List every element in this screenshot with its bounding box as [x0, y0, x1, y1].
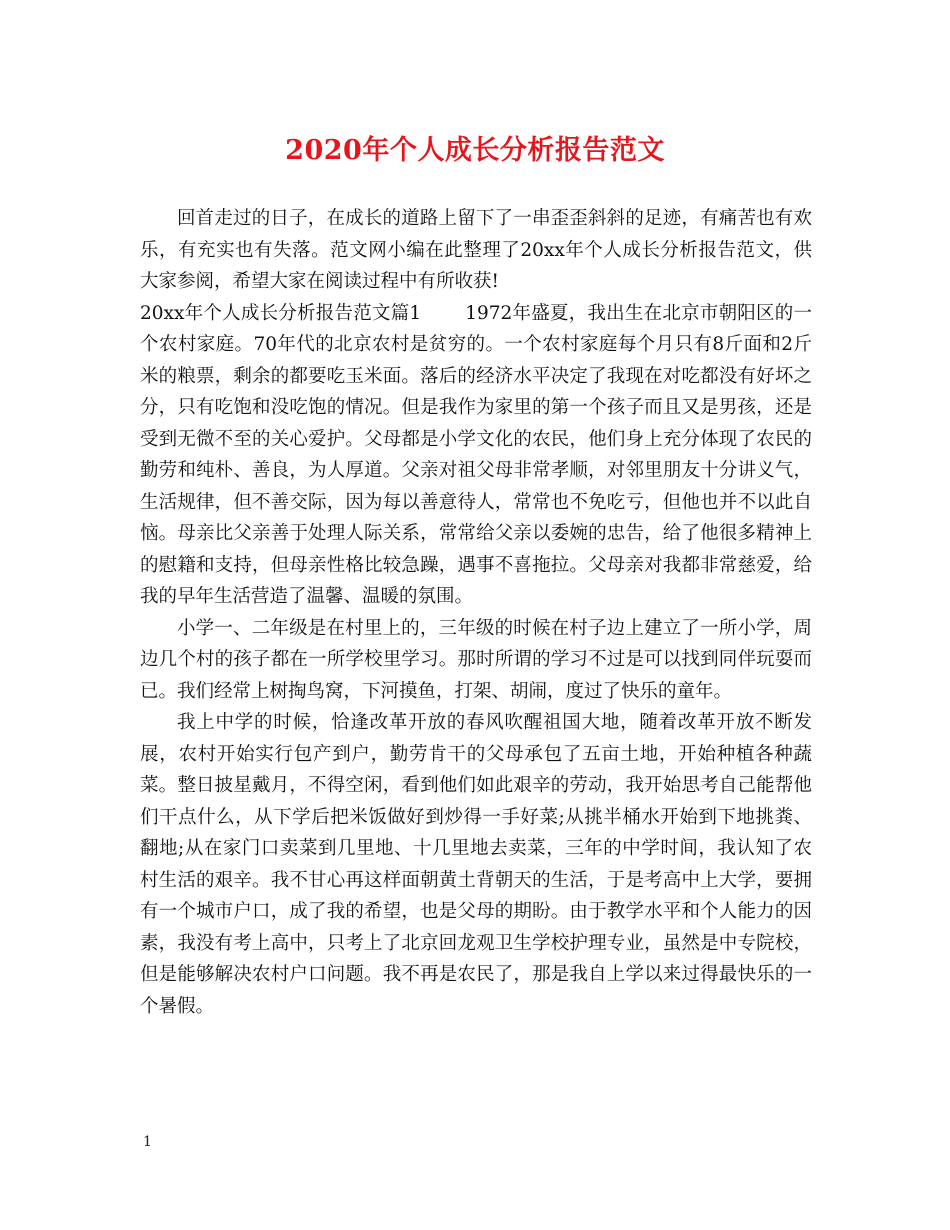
page-number: 1	[143, 1134, 152, 1150]
document-body	[140, 203, 812, 1022]
section-heading: 20xx年个人成长分析报告范文篇1	[140, 302, 422, 324]
intro-paragraph: 回首走过的日子，在成长的道路上留下了一串歪歪斜斜的足迹，有痛苦也有欢乐，有充实也有失落。范文网小编在此整理了20xx年个人成长分析报告范文，供大家参阅，希望大家在阅读过程中有所收获!	[140, 208, 812, 292]
childhood-paragraph: 小学一、二年级是在村里上的，三年级的时候在村子边上建立了一所小学，周边几个村的孩子都在一所学校里学习。那时所谓的学习不过是可以找到同伴玩耍而已。我们经常上树掏鸟窝，下河摸鱼，打架、胡闹，度过了快乐的童年。	[140, 617, 812, 702]
document-title: 2020年个人成长分析报告范文	[285, 135, 665, 166]
family-text: 父亲对祖父母非常孝顺，对邻里朋友十分讲义气，生活规律，但不善交际，因为每以善意待人，常常也不免吃亏，但他也并不以此自恼。母亲比父亲善于处理人际关系，常常给父亲以委婉的忠告，给了他很多精神上的慰籍和支持，但母亲性格比较急躁，遇事不喜拖拉。父母亲对我都非常慈爱，给我的早年生活营造了温馨、温暖的氛围。	[140, 460, 812, 607]
section-intro-text: 1972年盛夏，我出生在北京市朝阳区的一个农村家庭。70年代的北京农村是贫穷的。一个农村家庭每个月只有8斤面和2斤米的粮票，剩余的都要吃玉米面。落后的经济水平决定了我现在对吃都没有好坏之分，只有吃饱和没吃饱的情况。但是我作为家里的第一个孩子而且又是男孩，还是受到无微不至的关心爱护。父母都是小学文化的农民，他们身上充分体现了农民的勤劳和纯朴、善良，为人厚道。	[140, 302, 812, 481]
middle-school-paragraph: 我上中学的时候，恰逢改革开放的春风吹醒祖国大地，随着改革开放不断发展，农村开始实行包产到户，勤劳肯干的父母承包了五亩土地，开始种植各种蔬菜。整日披星戴月，不得空闲，看到他们如此艰辛的劳动，我开始思考自己能帮他们干点什么，从下学后把米饭做好到炒得一手好菜;从挑半桶水开始到下地挑粪、翻地;从在家门口卖菜到几里地、十几里地去卖菜，三年的中学时间，我认知了农村生活的艰辛。我不甘心再这样面朝黄土背朝天的生活，于是考高中上大学，要拥有一个城市户口，成了我的希望，也是父母的期盼。由于教学水平和个人能力的因素，我没有考上高中，只考上了北京回龙观卫生学校护理专业，虽然是中专院校，但是能够解决农村户口问题。我不再是农民了，那是我自上学以来过得最快乐的一个暑假。	[140, 712, 812, 1017]
section-paragraph	[140, 298, 812, 613]
